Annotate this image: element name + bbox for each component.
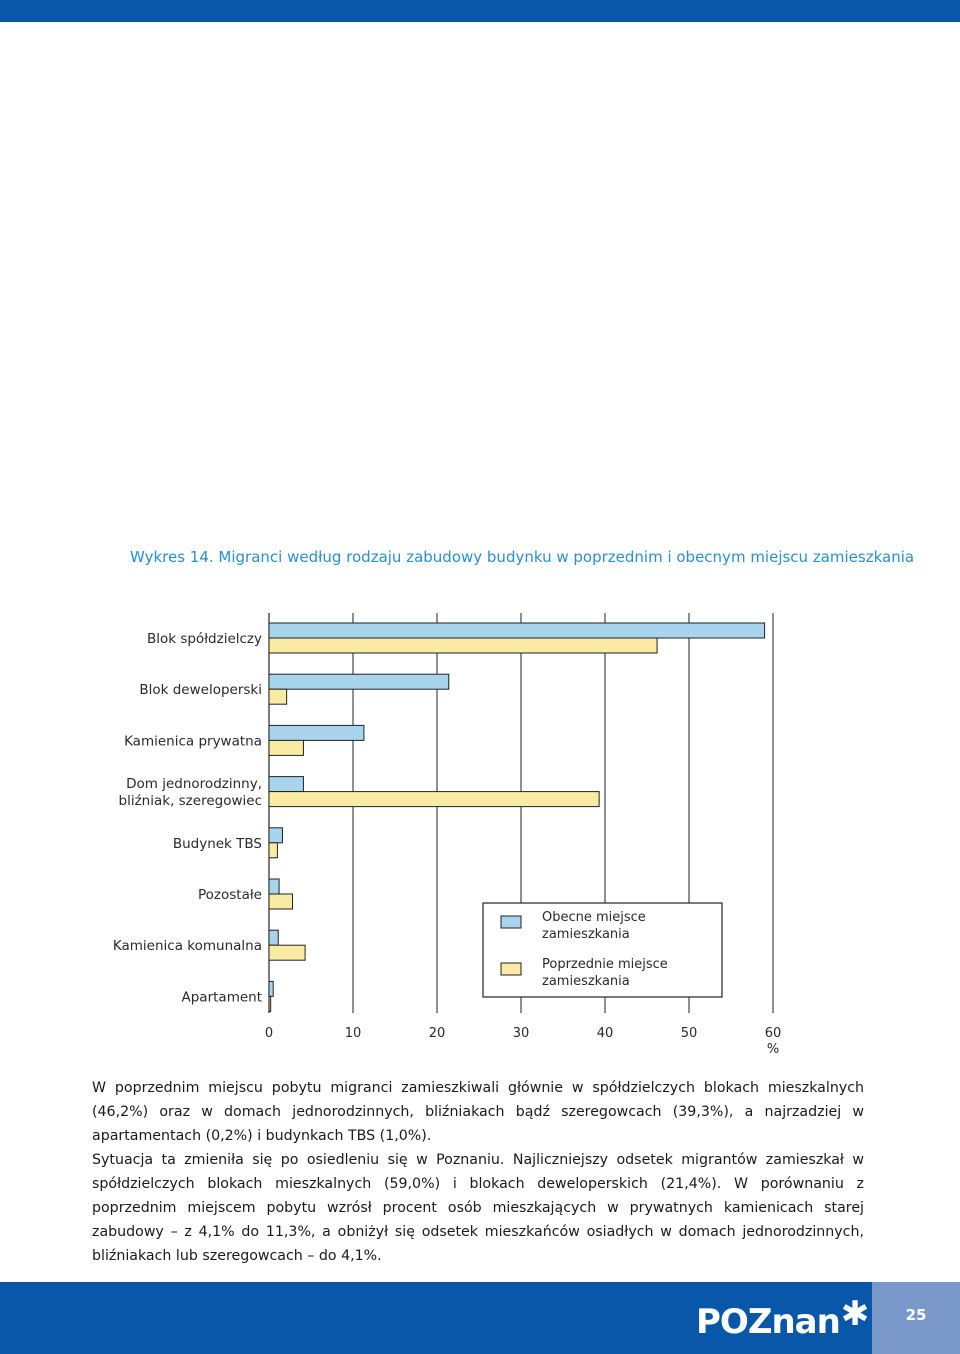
x-tick-label: 0 [264,1026,274,1041]
bar [269,945,305,960]
chart-title: Wykres 14. Migranci według rodzaju zabudowy budynku w poprzednim i obecnym miejscu zamieszkania [130,548,915,566]
x-tick-label: 60 [764,1026,782,1041]
bar [269,792,599,807]
footer-bar [0,1282,960,1354]
bar [269,996,271,1011]
category-label: Apartament [181,989,262,1006]
bar [269,828,282,843]
bar [269,843,277,858]
x-tick-label: 30 [512,1026,530,1041]
paragraph-2: Sytuacja ta zmieniła się po osiedleniu się w Poznaniu. Najliczniejszy odsetek migrantów zamieszkał w spółdzielczych blokach mieszkalnych (59,0%) i blokach deweloperskich (21,4%). W porównaniu z poprzednim miejscem pobytu wzrósł procent osób mieszkających w prywatnych kamienicach starej zabudowy – z 4,1% do 11,3%, a obniżył się odsetek mieszkańców osiadłych w domach jednorodzinnych, bliźniakach lub szeregowcach – do 4,1%. [92,1152,864,1264]
logo-text: POZnan [696,1302,840,1342]
paragraph-1: W poprzednim miejscu pobytu migranci zamieszkiwali głównie w spółdzielczych blokach mieszkalnych (46,2%) oraz w domach jednorodzinnych, bliźniakach bądź szeregowcach (39,3%), a najrzadziej w apartamentach (0,2%) i budynkach TBS (1,0%). [92,1080,864,1144]
bar [269,930,278,945]
bar [269,894,293,909]
bar [269,777,303,792]
page-number: 25 [905,1306,927,1324]
page-number-box [872,1282,960,1354]
legend-label: zamieszkania [542,927,630,942]
body-text [92,1076,864,1268]
category-label: Budynek TBS [172,835,262,852]
bar [269,674,449,689]
bar [269,879,279,894]
x-unit-label: % [766,1042,780,1057]
bar [269,740,303,755]
star-icon: ✱ [840,1294,869,1334]
category-label: bliźniak, szeregowiec [118,793,262,810]
top-banner [0,0,960,22]
legend-swatch [501,963,521,975]
poznan-logo [696,1296,868,1344]
legend-label: Poprzednie miejsce [542,957,668,972]
bar [269,638,657,653]
category-label: Kamienica prywatna [124,733,262,750]
category-label: Dom jednorodzinny, [126,776,262,793]
legend-label: Obecne miejsce [542,910,646,925]
bar-chart [0,600,960,1070]
category-label: Pozostałe [197,887,262,903]
category-label: Blok deweloperski [139,682,262,699]
bar [269,623,765,638]
bar [269,981,273,996]
legend-label: zamieszkania [542,974,630,989]
x-tick-label: 50 [680,1026,698,1041]
category-label: Blok spółdzielczy [146,631,262,647]
x-tick-label: 20 [428,1026,446,1041]
bar [269,689,287,704]
legend-swatch [501,916,521,928]
x-tick-label: 40 [596,1026,614,1041]
bar [269,725,364,740]
category-label: Kamienica komunalna [112,938,262,955]
x-tick-label: 10 [344,1026,362,1041]
